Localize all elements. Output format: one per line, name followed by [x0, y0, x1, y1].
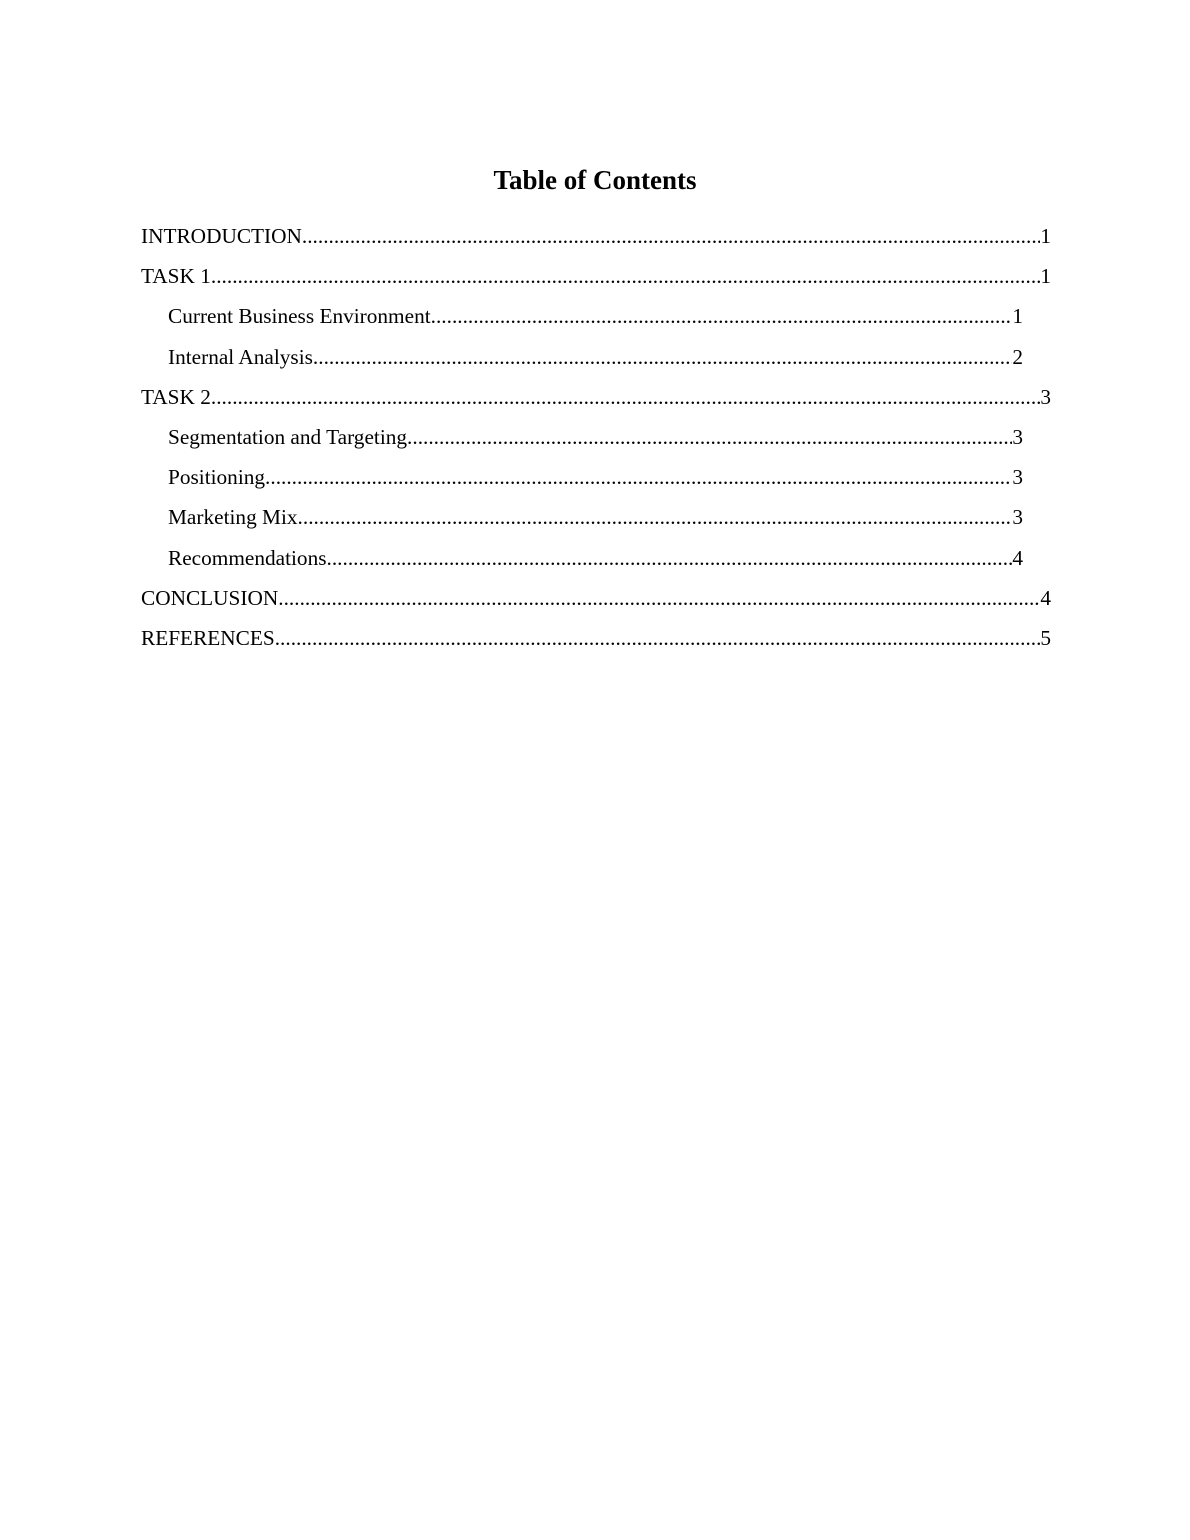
toc-dot-leader — [211, 377, 1040, 417]
toc-entry-task-2[interactable] — [141, 377, 1051, 417]
toc-entry-page-number: 3 — [1012, 424, 1023, 449]
toc-dot-leader — [211, 256, 1040, 296]
toc-dot-leader — [275, 618, 1041, 658]
toc-entry-current-business-environment[interactable] — [141, 296, 1023, 336]
toc-entry-page-number: 4 — [1040, 585, 1051, 610]
toc-dot-leader — [431, 296, 1013, 336]
toc-entry-positioning[interactable] — [141, 457, 1023, 497]
toc-dot-leader — [278, 578, 1040, 618]
toc-list — [141, 216, 1051, 658]
toc-dot-leader — [327, 538, 1013, 578]
toc-entry-references[interactable] — [141, 618, 1051, 658]
toc-entry-label: Marketing Mix — [168, 505, 298, 530]
toc-title: Table of Contents — [493, 165, 697, 195]
toc-entry-page-number: 2 — [1012, 344, 1023, 369]
toc-entry-page-number: 3 — [1012, 465, 1023, 490]
toc-entry-label: Recommendations — [168, 545, 327, 570]
toc-dot-leader — [302, 216, 1040, 256]
toc-entry-page-number: 5 — [1040, 625, 1051, 650]
toc-entry-segmentation-and-targeting[interactable] — [141, 417, 1023, 457]
toc-dot-leader — [265, 457, 1012, 497]
toc-entry-label: REFERENCES — [141, 625, 275, 650]
toc-entry-label: TASK 1 — [141, 264, 211, 289]
toc-entry-label: INTRODUCTION — [141, 224, 302, 248]
toc-entry-label: Internal Analysis — [168, 344, 313, 369]
toc-entry-internal-analysis[interactable] — [141, 337, 1023, 377]
toc-entry-task-1[interactable] — [141, 256, 1051, 296]
toc-entry-page-number: 3 — [1012, 505, 1023, 530]
toc-entry-label: Positioning — [168, 465, 266, 490]
toc-entry-page-number: 3 — [1040, 384, 1051, 409]
toc-entry-label: TASK 2 — [141, 384, 211, 409]
toc-entry-introduction[interactable] — [141, 216, 1051, 256]
toc-entry-recommendations[interactable] — [141, 538, 1023, 578]
toc-entry-label: CONCLUSION — [141, 585, 279, 610]
toc-entry-page-number: 1 — [1040, 264, 1051, 289]
toc-dot-leader — [313, 337, 1012, 377]
toc-entry-label: Segmentation and Targeting — [168, 424, 408, 449]
toc-entry-conclusion[interactable] — [141, 578, 1051, 618]
toc-dot-leader — [407, 417, 1012, 457]
toc-entry-page-number: 1 — [1040, 224, 1051, 248]
toc-dot-leader — [298, 497, 1013, 537]
toc-entry-label: Current Business Environment — [168, 304, 431, 329]
toc-entry-page-number: 1 — [1012, 304, 1023, 329]
toc-entry-page-number: 4 — [1012, 545, 1023, 570]
toc-entry-marketing-mix[interactable] — [141, 497, 1023, 537]
